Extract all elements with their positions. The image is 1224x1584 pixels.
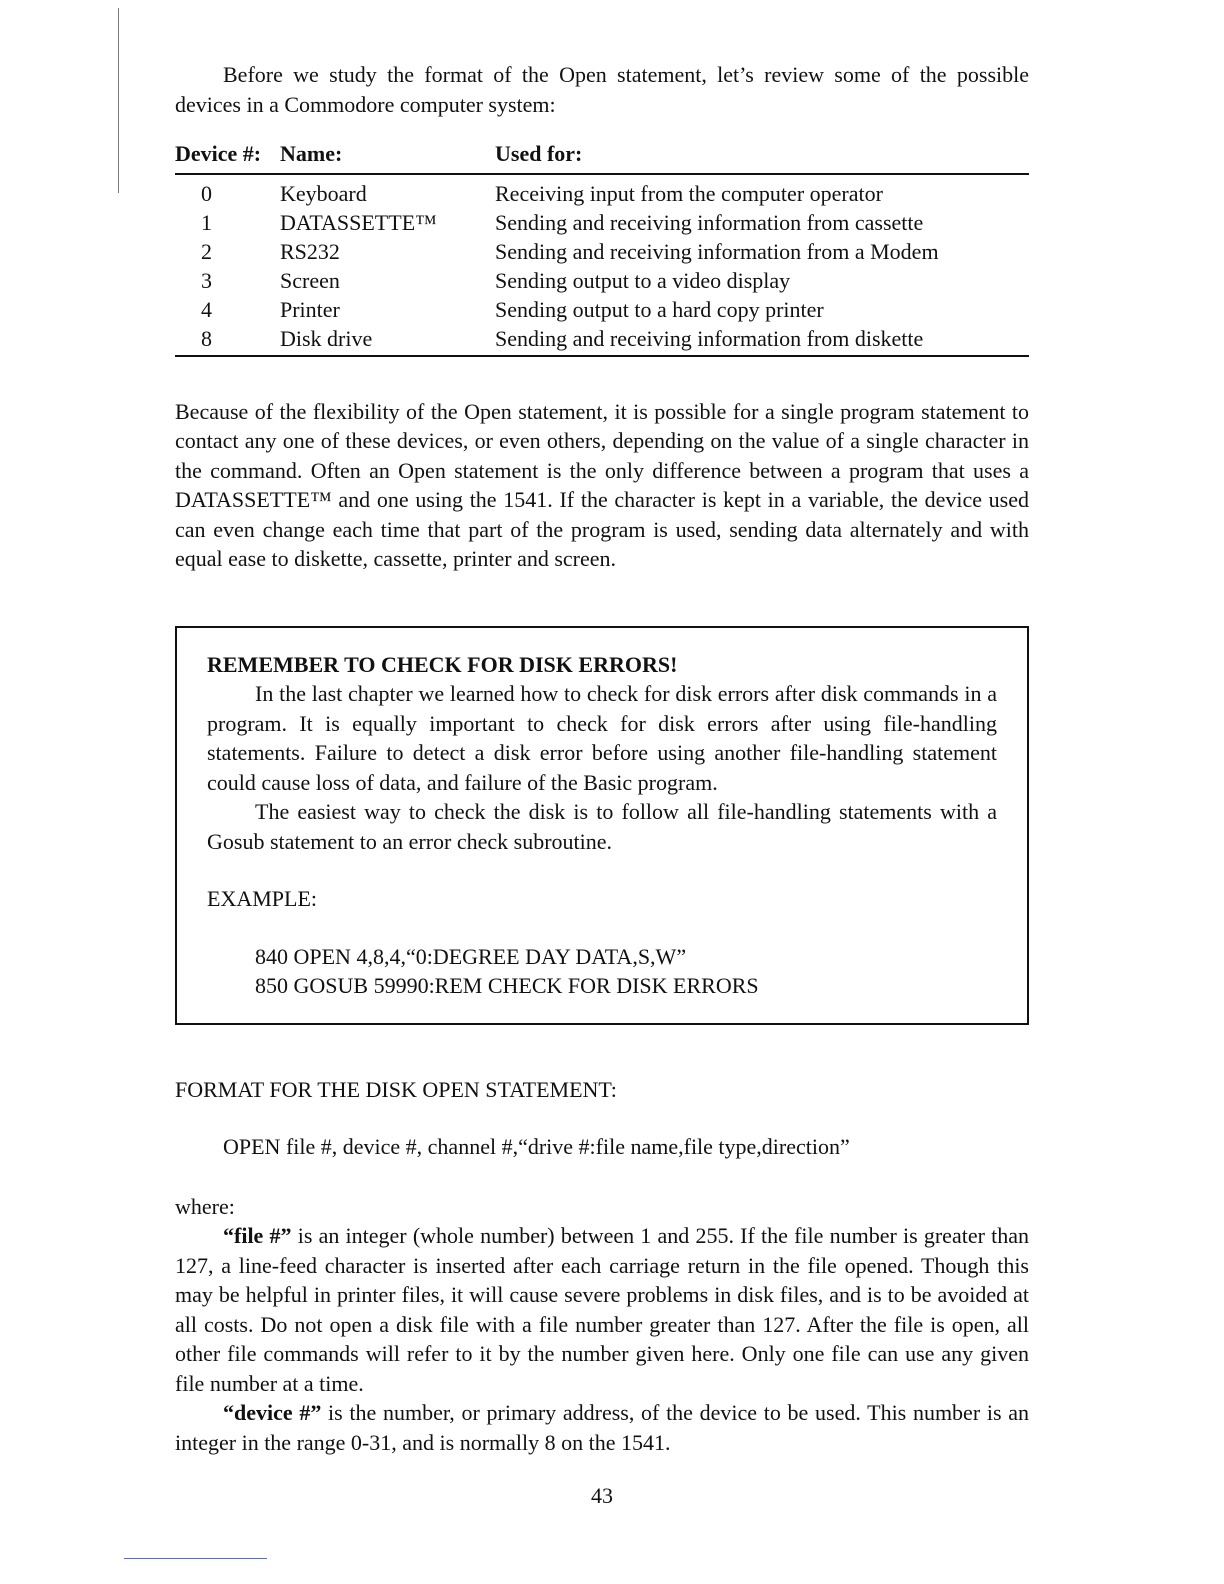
code-line: 850 GOSUB 59990:REM CHECK FOR DISK ERRORS	[255, 973, 759, 998]
scan-margin-line	[118, 8, 119, 193]
device-name: Screen	[280, 267, 340, 293]
header-device-number: Device #:	[175, 139, 280, 174]
page-number: 43	[591, 1483, 613, 1508]
device-number: 3	[201, 267, 212, 293]
device-number: 0	[201, 180, 212, 206]
device-name: RS232	[280, 238, 340, 264]
callout-paragraph: The easiest way to check the disk is to follow all file-handling statements with a Gosub statement to an error check subroutine.	[207, 799, 997, 854]
device-number: 2	[201, 238, 212, 264]
callout-title: REMEMBER TO CHECK FOR DISK ERRORS!	[207, 651, 678, 677]
header-name: Name:	[280, 139, 495, 174]
device-name: Printer	[280, 296, 340, 322]
device-name: Disk drive	[280, 324, 495, 356]
file-number-definition	[175, 1221, 1029, 1398]
device-table	[175, 139, 1029, 357]
file-number-description: is an integer (whole number) between 1 and 255. If the file number is greater than 127, a line-feed character is inserted after each carriage return in the file opened. Though this may be helpful in printer files, it will cause severe problems in disk files, and is to be avoided at all costs. Do not open a disk file with a file number greater than 127. After the file is open, all other file commands will refer to it by the number given here. Only one file can use any given file number at a time.	[175, 1223, 1029, 1396]
device-use: Sending and receiving information from a Modem	[495, 238, 939, 264]
device-number: 4	[201, 296, 212, 322]
device-number-term: “device #”	[223, 1400, 322, 1425]
scan-bottom-line	[124, 1558, 267, 1559]
table-row	[175, 266, 1029, 295]
callout-paragraph: In the last chapter we learned how to check for disk errors after disk commands in a program. It is equally important to check for disk errors after using file-handling statements. Failure to detect a disk error before using another file-handling statement could cause loss of data, and failure of the Basic program.	[207, 681, 997, 795]
table-row	[175, 295, 1029, 324]
disk-errors-callout	[175, 626, 1029, 1025]
intro-paragraph: Before we study the format of the Open statement, let’s review some of the possible devices in a Commodore computer system:	[175, 62, 1029, 117]
device-number-description: is the number, or primary address, of the device to be used. This number is an integer in the range 0-31, and is normally 8 on the 1541.	[175, 1400, 1029, 1455]
table-row	[175, 174, 1029, 208]
device-name: DATASSETTE™	[280, 209, 437, 235]
device-use: Sending and receiving information from diskette	[495, 324, 1029, 356]
where-label: where:	[175, 1193, 235, 1219]
format-heading: FORMAT FOR THE DISK OPEN STATEMENT:	[175, 1076, 617, 1102]
code-example	[207, 942, 997, 1001]
device-table-header	[175, 139, 1029, 174]
example-label: EXAMPLE:	[207, 886, 317, 911]
device-number: 8	[175, 324, 280, 356]
table-row	[175, 208, 1029, 237]
table-row	[175, 324, 1029, 356]
header-used-for: Used for:	[495, 139, 1029, 174]
page-content	[175, 60, 1029, 1511]
device-number-definition	[175, 1398, 1029, 1457]
device-use: Sending output to a hard copy printer	[495, 296, 824, 322]
file-number-term: “file #”	[223, 1223, 292, 1248]
device-use: Sending output to a video display	[495, 267, 791, 293]
flexibility-paragraph: Because of the flexibility of the Open statement, it is possible for a single program statement to contact any one of these devices, or even others, depending on the value of a single character in the command. Often an Open statement is the only difference between a program that uses a DATASSETTE™ and one using the 1541. If the character is kept in a variable, the device used can even change each time that part of the program is used, sending data alternately and with equal ease to diskette, cassette, printer and screen.	[175, 398, 1029, 571]
device-use: Receiving input from the computer operator	[495, 180, 883, 206]
open-statement-format: OPEN file #, device #, channel #,“drive #:file name,file type,direction”	[223, 1134, 850, 1159]
device-number: 1	[201, 209, 212, 235]
table-row	[175, 237, 1029, 266]
device-name: Keyboard	[280, 180, 367, 206]
device-use: Sending and receiving information from cassette	[495, 209, 924, 235]
code-line: 840 OPEN 4,8,4,“0:DEGREE DAY DATA,S,W”	[255, 943, 687, 969]
